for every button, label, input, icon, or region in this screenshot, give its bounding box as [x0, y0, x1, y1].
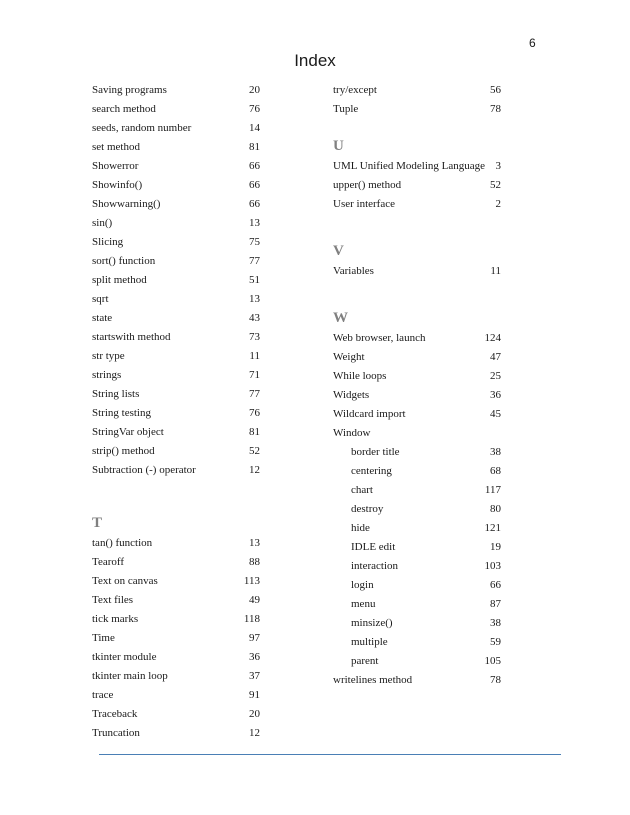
index-entry — [92, 252, 260, 271]
index-entry — [92, 404, 260, 423]
index-subentry — [333, 576, 501, 595]
index-entry — [92, 442, 260, 461]
index-entry — [92, 534, 260, 553]
index-page-number: 38 — [490, 446, 501, 458]
index-term: centering — [351, 465, 392, 477]
index-entry — [92, 629, 260, 648]
index-term: set method — [92, 141, 140, 153]
index-page-number: 36 — [490, 389, 501, 401]
index-page-number: 105 — [484, 655, 501, 667]
index-entry — [333, 81, 501, 100]
index-page-number: 103 — [484, 560, 501, 572]
index-page-number: 3 — [495, 160, 501, 172]
index-term: tkinter main loop — [92, 670, 168, 682]
index-subentry — [333, 443, 501, 462]
section-letter-w: W — [333, 310, 348, 326]
index-term: Text on canvas — [92, 575, 158, 587]
index-subentry — [333, 500, 501, 519]
footer-divider — [99, 754, 561, 755]
index-page-number: 77 — [249, 388, 260, 400]
index-term: StringVar object — [92, 426, 164, 438]
index-subentry — [333, 481, 501, 500]
index-page-number: 14 — [249, 122, 260, 134]
index-subentry — [333, 595, 501, 614]
index-page-number: 88 — [249, 556, 260, 568]
index-page-number: 52 — [249, 445, 260, 457]
index-page-number: 113 — [243, 575, 260, 587]
index-page-number: 59 — [490, 636, 501, 648]
index-term: minsize() — [351, 617, 393, 629]
index-page-number: 66 — [490, 579, 501, 591]
index-term: Showerror — [92, 160, 139, 172]
index-term: Wildcard import — [333, 408, 406, 420]
index-entry — [92, 233, 260, 252]
index-term: Variables — [333, 265, 374, 277]
index-term: Traceback — [92, 708, 138, 720]
index-page-number: 66 — [249, 160, 260, 172]
index-page-number: 68 — [490, 465, 501, 477]
index-term: Subtraction (-) operator — [92, 464, 196, 476]
index-term: writelines method — [333, 674, 413, 686]
index-entry — [92, 553, 260, 572]
index-term: Time — [92, 632, 115, 644]
page-number: 6 — [529, 36, 536, 50]
index-entry — [333, 195, 501, 214]
index-term: login — [351, 579, 374, 591]
index-page-number: 76 — [249, 103, 260, 115]
index-term: While loops — [333, 370, 387, 382]
index-page-number: 38 — [490, 617, 501, 629]
index-entry — [92, 214, 260, 233]
index-entry — [333, 157, 501, 176]
index-page-number: 13 — [249, 293, 260, 305]
index-subentry — [333, 652, 501, 671]
index-page-number: 81 — [249, 426, 260, 438]
index-page-number: 12 — [249, 727, 260, 739]
index-term: menu — [351, 598, 376, 610]
index-column-right — [333, 81, 501, 690]
index-page-number: 12 — [249, 464, 260, 476]
index-group-w-after — [333, 671, 501, 690]
index-entry — [333, 100, 501, 119]
index-term: Showwarning() — [92, 198, 161, 210]
index-entry — [92, 461, 260, 480]
index-term: Showinfo() — [92, 179, 143, 191]
index-entry — [92, 648, 260, 667]
index-entry — [333, 671, 501, 690]
index-term: tan() function — [92, 537, 153, 549]
index-term: parent — [351, 655, 379, 667]
index-term: sqrt — [92, 293, 109, 305]
index-entry — [333, 386, 501, 405]
section-letter-t: T — [92, 515, 103, 531]
page-title: Index — [294, 51, 336, 70]
index-term: seeds, random number — [92, 122, 192, 134]
index-entry — [92, 328, 260, 347]
index-page-number: 81 — [249, 141, 260, 153]
index-entry — [333, 329, 501, 348]
index-entry — [333, 348, 501, 367]
index-page-number: 73 — [249, 331, 260, 343]
index-entry — [92, 157, 260, 176]
index-subentry — [333, 519, 501, 538]
index-page-number: 97 — [249, 632, 260, 644]
index-term: String lists — [92, 388, 140, 400]
index-term: Text files — [92, 594, 134, 606]
index-term: Web browser, launch — [333, 332, 426, 344]
index-page-number: 13 — [249, 537, 260, 549]
index-subentry — [333, 633, 501, 652]
index-page-number: 43 — [249, 312, 260, 324]
index-group-v — [333, 262, 501, 281]
index-entry — [333, 405, 501, 424]
index-page-number: 47 — [490, 351, 501, 363]
index-term: tick marks — [92, 613, 139, 625]
index-page-number: 19 — [490, 541, 501, 553]
index-term: search method — [92, 103, 156, 115]
index-page-number: 45 — [490, 408, 501, 420]
index-page-number: 71 — [249, 369, 260, 381]
index-entry — [92, 591, 260, 610]
index-group-s — [92, 81, 260, 480]
index-page-number: 52 — [490, 179, 501, 191]
index-term: destroy — [351, 503, 384, 515]
index-entry — [92, 119, 260, 138]
index-term: Weight — [333, 351, 365, 363]
index-page-number: 20 — [249, 708, 260, 720]
section-letter-u: U — [333, 138, 344, 154]
index-term: str type — [92, 350, 125, 362]
index-entry — [92, 724, 260, 743]
index-term: border title — [351, 446, 400, 458]
index-group-w — [333, 329, 501, 443]
index-page-number: 66 — [249, 179, 260, 191]
index-term: UML Unified Modeling Language — [333, 160, 486, 172]
index-entry — [333, 367, 501, 386]
index-entry — [92, 705, 260, 724]
index-subentry — [333, 557, 501, 576]
index-term: sin() — [92, 217, 113, 229]
index-entry — [92, 423, 260, 442]
index-group-t — [92, 534, 260, 743]
index-page-number: 117 — [484, 484, 501, 496]
index-term: interaction — [351, 560, 399, 572]
index-term: Slicing — [92, 236, 124, 248]
index-page-number: 20 — [249, 84, 260, 96]
index-entry — [92, 347, 260, 366]
index-entry — [92, 81, 260, 100]
index-term: Truncation — [92, 727, 140, 739]
index-page-number: 25 — [490, 370, 501, 382]
index-term: Saving programs — [92, 84, 167, 96]
index-page-number: 78 — [490, 674, 501, 686]
index-page-number: 11 — [490, 265, 501, 277]
index-entry — [92, 667, 260, 686]
index-term: multiple — [351, 636, 388, 648]
index-term: Window — [333, 427, 371, 439]
index-page-number: 49 — [249, 594, 260, 606]
index-term: startswith method — [92, 331, 171, 343]
index-page-number: 91 — [249, 689, 260, 701]
index-entry — [92, 572, 260, 591]
index-page-number: 75 — [249, 236, 260, 248]
index-term: strip() method — [92, 445, 155, 457]
index-page-number: 66 — [249, 198, 260, 210]
index-page-number: 56 — [490, 84, 501, 96]
index-page-number: 76 — [249, 407, 260, 419]
index-term: hide — [351, 522, 370, 534]
index-term: tkinter module — [92, 651, 157, 663]
index-entry — [92, 195, 260, 214]
index-subentry — [333, 614, 501, 633]
index-term: Widgets — [333, 389, 370, 401]
index-entry — [92, 138, 260, 157]
section-letter-v: V — [333, 243, 344, 259]
index-term: Tuple — [333, 103, 359, 115]
index-page-number: 118 — [243, 613, 260, 625]
index-entry — [92, 100, 260, 119]
index-term: upper() method — [333, 179, 402, 191]
index-page-number: 13 — [249, 217, 260, 229]
index-term: state — [92, 312, 113, 324]
index-term: chart — [351, 484, 373, 496]
index-entry — [92, 176, 260, 195]
index-page-number: 124 — [484, 332, 501, 344]
index-page-number: 37 — [249, 670, 260, 682]
index-entry — [333, 424, 501, 443]
index-entry — [92, 271, 260, 290]
index-entry — [92, 385, 260, 404]
index-page-number: 51 — [249, 274, 260, 286]
index-entry — [92, 610, 260, 629]
index-group-u — [333, 157, 501, 214]
index-page-number: 36 — [249, 651, 260, 663]
index-term: sort() function — [92, 255, 156, 267]
index-page-number: 2 — [495, 198, 501, 210]
index-entry — [92, 366, 260, 385]
index-group-t-continued — [333, 81, 501, 119]
index-page-number: 80 — [490, 503, 501, 515]
index-entry — [333, 176, 501, 195]
index-term: strings — [92, 369, 122, 381]
index-term: try/except — [333, 84, 377, 96]
index-term: User interface — [333, 198, 395, 210]
index-subentry — [333, 538, 501, 557]
index-term: IDLE edit — [351, 541, 396, 553]
index-page-number: 11 — [249, 350, 260, 362]
index-page-number: 78 — [490, 103, 501, 115]
index-entry — [92, 309, 260, 328]
index-page-number: 87 — [490, 598, 501, 610]
index-term: trace — [92, 689, 114, 701]
index-term: String testing — [92, 407, 151, 419]
index-term: split method — [92, 274, 147, 286]
index-page-number: 121 — [484, 522, 501, 534]
index-entry — [92, 290, 260, 309]
index-page-number: 77 — [249, 255, 260, 267]
index-term: Tearoff — [92, 556, 125, 568]
index-entry — [92, 686, 260, 705]
index-subentry — [333, 462, 501, 481]
index-entry — [333, 262, 501, 281]
index-group-window — [333, 443, 501, 671]
index-column-left — [92, 81, 260, 743]
